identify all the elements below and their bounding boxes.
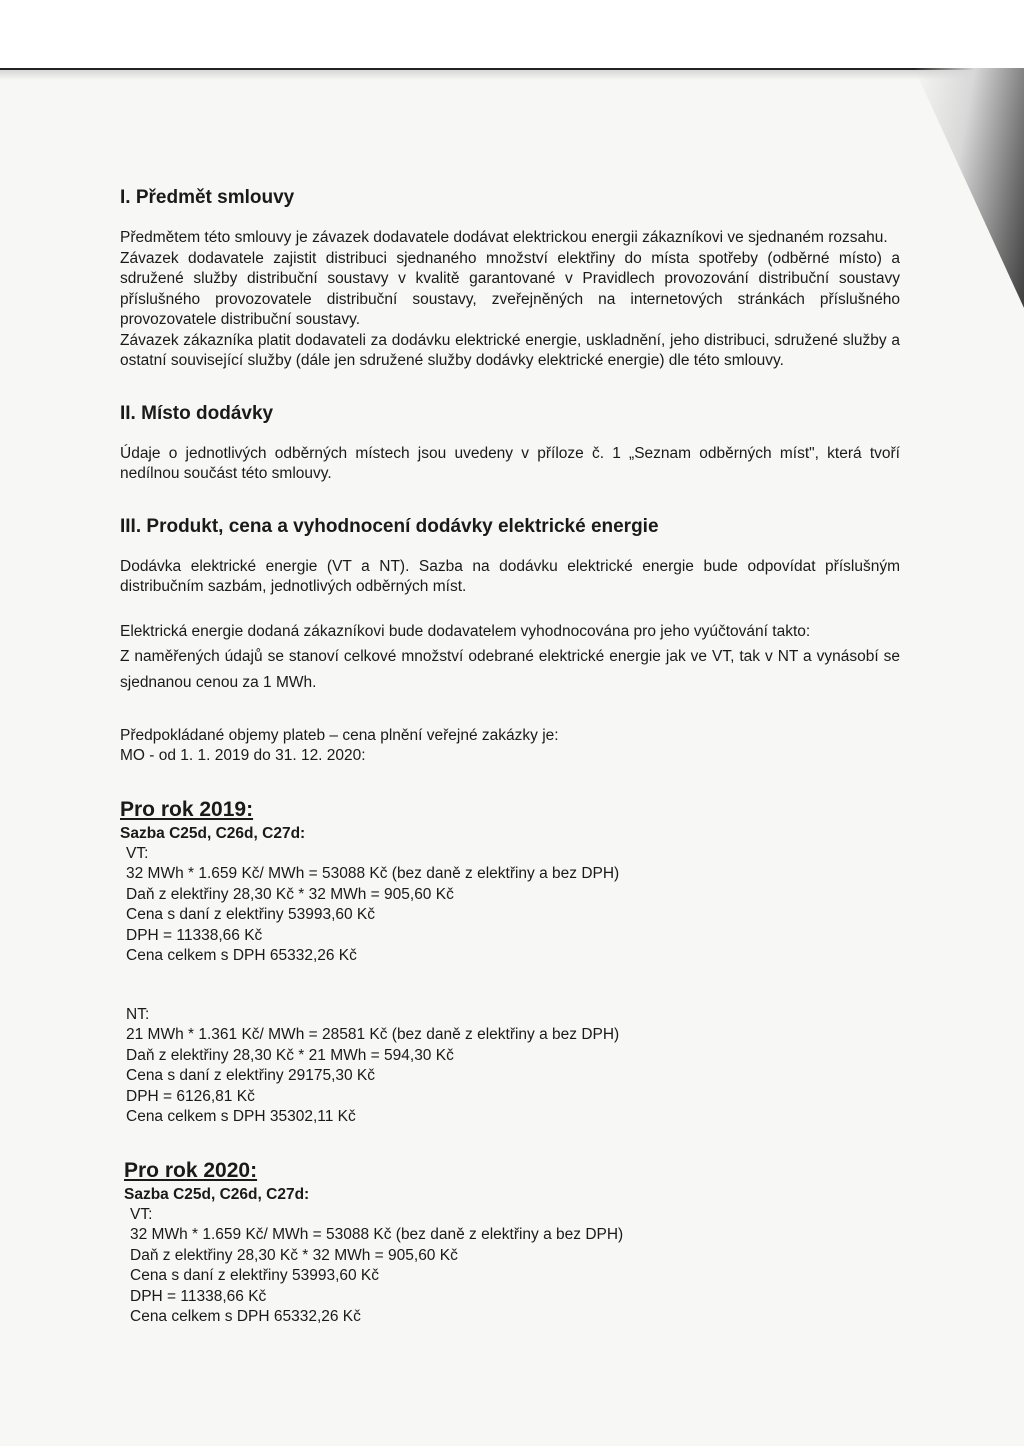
- year-block-2020: [124, 1158, 900, 1328]
- section-1-paragraph-3: Závazek zákazníka platit dodavateli za dodávku elektrické energie, uskladnění, jeho distribuci, sdružené služby a ostatní související služby (dále jen sdružené služby dodávky elektrické energie) dle této smlouvy.: [120, 331, 900, 369]
- vt-label: VT:: [126, 844, 149, 862]
- tariff-line: Sazba C25d, C26d, C27d:: [120, 824, 306, 842]
- vt-line-1: 32 MWh * 1.659 Kč/ MWh = 53088 Kč (bez daně z elektřiny a bez DPH): [130, 1226, 624, 1243]
- vt-line-5: Cena celkem s DPH 65332,26 Kč: [130, 1308, 361, 1325]
- vt-line-2: Daň z elektřiny 28,30 Kč * 32 MWh = 905,60 Kč: [130, 1246, 458, 1264]
- scan-shadow: [0, 70, 1024, 80]
- tariff-line: Sazba C25d, C26d, C27d:: [124, 1185, 310, 1203]
- year-title: Pro rok 2020:: [124, 1158, 258, 1182]
- vt-line-1: 32 MWh * 1.659 Kč/ MWh = 53088 Kč (bez daně z elektřiny a bez DPH): [126, 865, 620, 882]
- nt-line-5: Cena celkem s DPH 35302,11 Kč: [126, 1108, 356, 1125]
- vt-line-4: DPH = 11338,66 Kč: [130, 1287, 267, 1305]
- section-3-paragraph-3: Z naměřených údajů se stanoví celkové množství odebrané elektrické energie jak ve VT, tak v NT a vynásobí se sjednanou cenou za 1 MWh.: [120, 647, 900, 691]
- document-body: [120, 186, 900, 1328]
- nt-line-1: 21 MWh * 1.361 Kč/ MWh = 28581 Kč (bez daně z elektřiny a bez DPH): [126, 1026, 620, 1043]
- vt-calculation: [130, 1205, 900, 1328]
- year-title: Pro rok 2019:: [120, 797, 254, 821]
- vt-line-3: Cena s daní z elektřiny 53993,60 Kč: [126, 906, 376, 923]
- section-3-paragraph-5: MO - od 1. 1. 2019 do 31. 12. 2020:: [120, 747, 366, 764]
- section-3-paragraph-1: Dodávka elektrické energie (VT a NT). Sazba na dodávku elektrické energie bude odpovídat příslušným distribučním sazbám, jednotlivých odběrných míst.: [120, 557, 900, 595]
- vt-line-3: Cena s daní z elektřiny 53993,60 Kč: [130, 1267, 380, 1284]
- section-2-title: II. Místo dodávky: [120, 402, 274, 424]
- section-2-paragraph-1: Údaje o jednotlivých odběrných místech jsou uvedeny v příloze č. 1 „Seznam odběrných míst", která tvoří nedílnou součást této smlouvy.: [120, 444, 900, 482]
- vt-line-5: Cena celkem s DPH 65332,26 Kč: [126, 947, 357, 964]
- vt-calculation: [126, 844, 900, 967]
- nt-line-4: DPH = 6126,81 Kč: [126, 1087, 255, 1105]
- vt-line-2: Daň z elektřiny 28,30 Kč * 32 MWh = 905,60 Kč: [126, 885, 454, 903]
- page-fold-shadow: [914, 68, 1024, 308]
- section-3-paragraph-4: Předpokládané objemy plateb – cena plnění veřejné zakázky je:: [120, 726, 559, 744]
- scan-top-border: [0, 0, 1024, 70]
- nt-line-3: Cena s daní z elektřiny 29175,30 Kč: [126, 1067, 376, 1084]
- nt-label: NT:: [126, 1005, 150, 1023]
- section-1-paragraph-1: Předmětem této smlouvy je závazek dodavatele dodávat elektrickou energii zákazníkovi ve sjednaném rozsahu.: [120, 229, 888, 246]
- section-3-paragraph-2: Elektrická energie dodaná zákazníkovi bude dodavatelem vyhodnocována pro jeho vyúčtování takto:: [120, 622, 811, 640]
- vt-label: VT:: [130, 1205, 153, 1223]
- nt-line-2: Daň z elektřiny 28,30 Kč * 21 MWh = 594,30 Kč: [126, 1046, 454, 1064]
- vt-line-4: DPH = 11338,66 Kč: [126, 926, 263, 944]
- section-1-paragraph-2: Závazek dodavatele zajistit distribuci sjednaného množství elektřiny do místa spotřeby (odběrné místo) a sdružené služby distribuční soustavy v kvalitě garantované v Pravidlech provozování distribuční soustavy příslušného provozovatele distribuční soustavy, zveřejněných na internetových stránkách příslušného provozovatele distribuční soustavy.: [120, 249, 900, 328]
- nt-calculation: [126, 1005, 900, 1128]
- year-block-2019: [120, 797, 900, 1128]
- section-1-title: I. Předmět smlouvy: [120, 187, 295, 208]
- section-3-title: III. Produkt, cena a vyhodnocení dodávky elektrické energie: [120, 515, 659, 537]
